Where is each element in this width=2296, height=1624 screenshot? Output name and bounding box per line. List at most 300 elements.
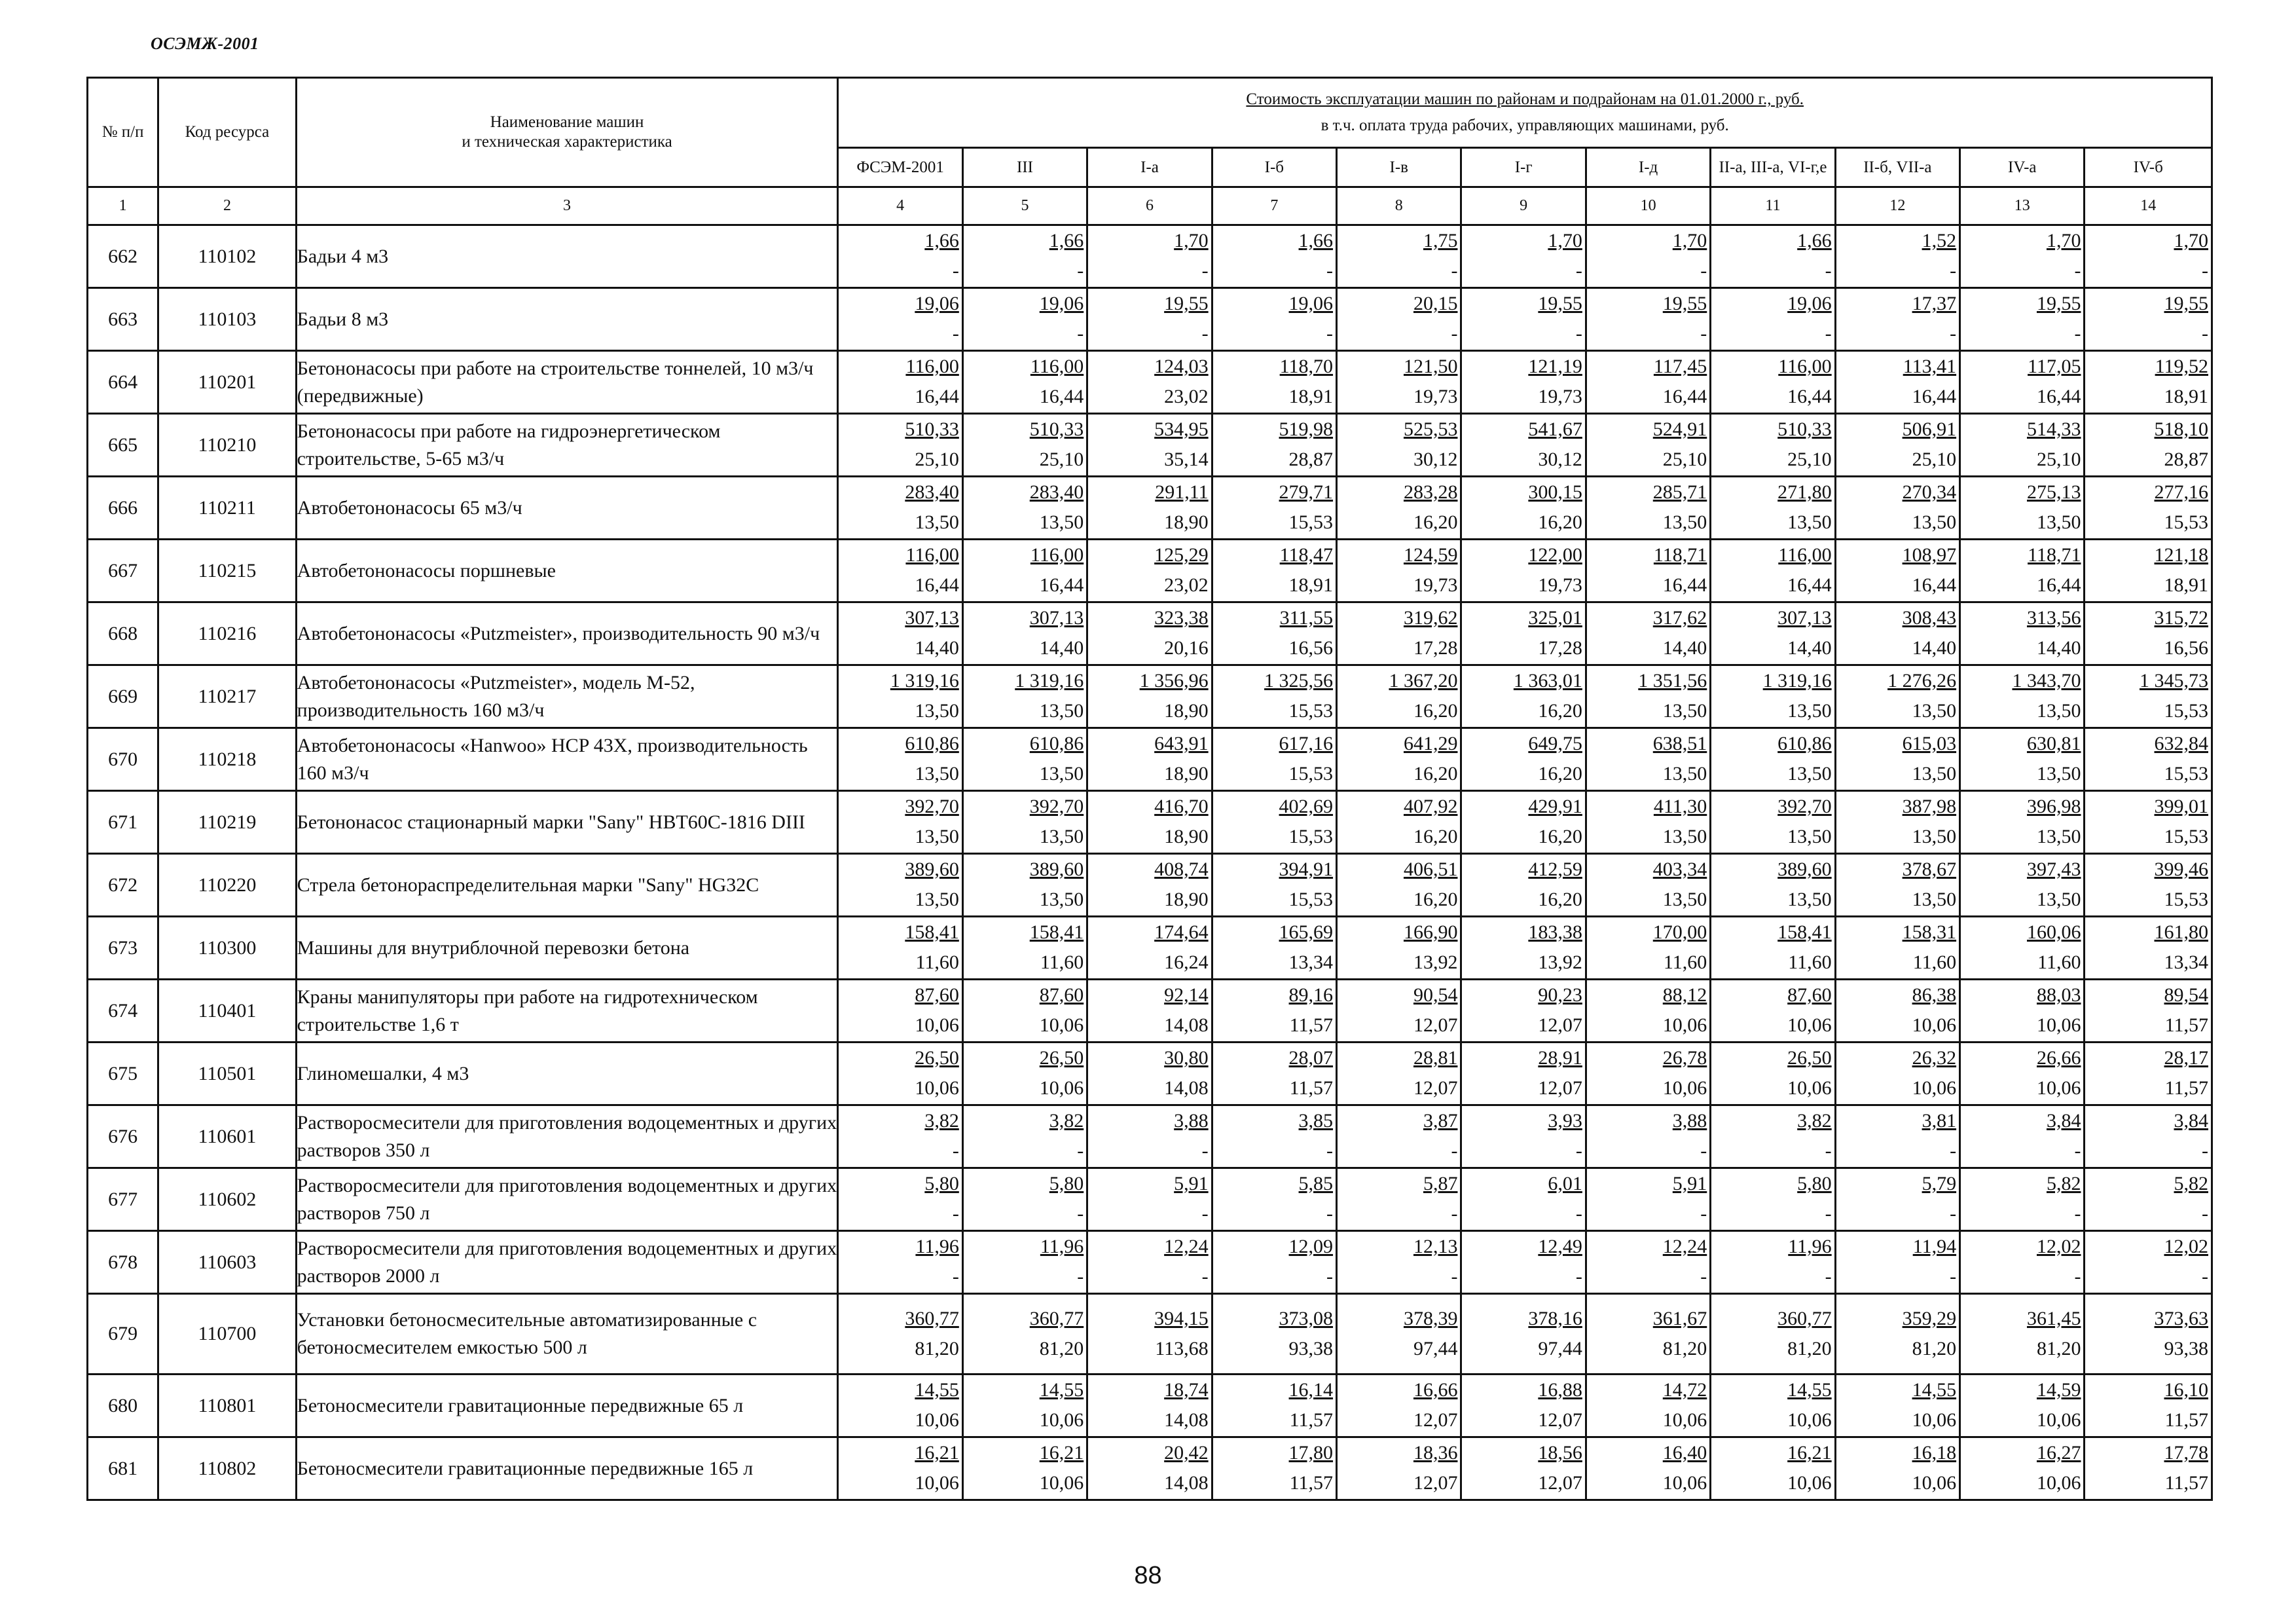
operating-cost-value: 92,14 xyxy=(1164,984,1209,1006)
cost-cell xyxy=(1337,665,1461,728)
operating-cost-value: 307,13 xyxy=(1777,607,1832,629)
operating-cost-value: 16,18 xyxy=(1912,1442,1957,1464)
cost-cell xyxy=(1461,288,1586,351)
cost-cell xyxy=(1087,1375,1212,1437)
cost-cell xyxy=(1711,540,1835,602)
operating-cost-value: 5,91 xyxy=(1672,1173,1707,1194)
labor-cost-value: 13,50 xyxy=(1662,889,1707,910)
cost-cell xyxy=(1087,1105,1212,1168)
operating-cost-value: 1 345,73 xyxy=(2140,670,2208,692)
row-number: 677 xyxy=(88,1168,158,1231)
operating-cost-value: 360,77 xyxy=(1029,1308,1084,1329)
labor-cost-value: 15,53 xyxy=(2164,763,2208,784)
operating-cost-value: 392,70 xyxy=(1777,796,1832,817)
cost-cell xyxy=(1337,1294,1461,1375)
cost-cell xyxy=(1711,1375,1835,1437)
operating-cost-value: 125,29 xyxy=(1154,544,1209,566)
operating-cost-value: 26,50 xyxy=(1787,1047,1832,1069)
resource-code: 110801 xyxy=(158,1375,296,1437)
cost-cell xyxy=(1212,477,1336,540)
labor-cost-value: 10,06 xyxy=(2036,1014,2081,1036)
table-row xyxy=(88,288,2212,351)
operating-cost-value: 118,47 xyxy=(1279,544,1334,566)
cost-cell xyxy=(1711,288,1835,351)
labor-cost-value: 18,91 xyxy=(2164,386,2208,407)
operating-cost-value: 3,84 xyxy=(2174,1110,2208,1132)
labor-cost-value: 13,50 xyxy=(1662,511,1707,533)
operating-cost-value: 394,15 xyxy=(1154,1308,1209,1329)
operating-cost-value: 373,63 xyxy=(2154,1308,2208,1329)
cost-cell xyxy=(1960,1105,2085,1168)
cost-cell xyxy=(1212,1168,1336,1231)
table-row xyxy=(88,917,2212,980)
labor-cost-value: 30,12 xyxy=(1413,449,1458,470)
cost-cell xyxy=(1212,1043,1336,1105)
cost-cell xyxy=(1711,791,1835,854)
labor-cost-value: 16,24 xyxy=(1164,951,1209,973)
operating-cost-value: 5,80 xyxy=(1049,1173,1084,1194)
region-header: III xyxy=(962,148,1087,187)
operating-cost-value: 14,55 xyxy=(1039,1379,1084,1401)
cost-cell xyxy=(1212,1375,1336,1437)
column-number: 9 xyxy=(1461,187,1586,225)
operating-cost-value: 617,16 xyxy=(1279,733,1334,754)
table-row xyxy=(88,225,2212,288)
labor-cost-value: 25,10 xyxy=(1662,449,1707,470)
labor-cost-value: 13,50 xyxy=(1039,826,1084,847)
row-number: 668 xyxy=(88,602,158,665)
operating-cost-value: 26,66 xyxy=(2036,1047,2081,1069)
operating-cost-value: 26,50 xyxy=(915,1047,959,1069)
cost-cell xyxy=(1337,1043,1461,1105)
labor-cost-value: 13,50 xyxy=(2036,700,2081,722)
labor-cost-value: 10,06 xyxy=(915,1077,959,1099)
labor-cost-value: - xyxy=(1077,323,1084,344)
operating-cost-value: 16,27 xyxy=(2036,1442,2081,1464)
resource-code: 110217 xyxy=(158,665,296,728)
labor-cost-value: 12,07 xyxy=(1538,1409,1582,1431)
cost-cell xyxy=(838,1105,962,1168)
labor-cost-value: 17,28 xyxy=(1538,637,1582,659)
labor-cost-value: 16,20 xyxy=(1413,889,1458,910)
operating-cost-value: 270,34 xyxy=(1902,481,1957,503)
labor-cost-value: - xyxy=(952,1266,959,1287)
cost-cell xyxy=(1960,1294,2085,1375)
operating-cost-value: 3,82 xyxy=(1049,1110,1084,1132)
labor-cost-value: - xyxy=(1700,1203,1707,1225)
labor-cost-value: 15,53 xyxy=(1288,889,1334,910)
operating-cost-value: 1,66 xyxy=(1049,230,1084,251)
labor-cost-value: 11,57 xyxy=(2164,1472,2208,1494)
labor-cost-value: 15,53 xyxy=(1288,826,1334,847)
cost-cell xyxy=(838,602,962,665)
operating-cost-value: 119,52 xyxy=(2155,356,2208,377)
cost-cell xyxy=(1212,414,1336,477)
operating-cost-value: 275,13 xyxy=(2026,481,2081,503)
operating-cost-value: 14,55 xyxy=(1787,1379,1832,1401)
labor-cost-value: 10,06 xyxy=(1787,1409,1832,1431)
labor-cost-value: 20,16 xyxy=(1164,637,1209,659)
cost-cell xyxy=(962,1043,1087,1105)
operating-cost-value: 12,24 xyxy=(1164,1236,1209,1257)
cost-cell xyxy=(1337,1437,1461,1500)
labor-cost-value: 10,06 xyxy=(2036,1472,2081,1494)
labor-cost-value: - xyxy=(1700,260,1707,282)
labor-cost-value: 12,07 xyxy=(1413,1472,1458,1494)
operating-cost-value: 3,93 xyxy=(1548,1110,1582,1132)
labor-cost-value: 14,40 xyxy=(1662,637,1707,659)
cost-cell xyxy=(1586,665,1710,728)
operating-cost-value: 283,40 xyxy=(1029,481,1084,503)
cost-cell xyxy=(1337,917,1461,980)
operating-cost-value: 615,03 xyxy=(1902,733,1957,754)
cost-cell xyxy=(1337,351,1461,414)
labor-cost-value: 13,92 xyxy=(1413,951,1458,973)
cost-cell xyxy=(2085,980,2212,1043)
labor-cost-value: 10,06 xyxy=(1662,1409,1707,1431)
operating-cost-value: 170,00 xyxy=(1652,921,1707,943)
operating-cost-value: 396,98 xyxy=(2026,796,2081,817)
resource-code: 110216 xyxy=(158,602,296,665)
operating-cost-value: 3,85 xyxy=(1298,1110,1334,1132)
labor-cost-value: 10,06 xyxy=(2036,1409,2081,1431)
labor-cost-value: 14,40 xyxy=(1039,637,1084,659)
labor-cost-value: 25,10 xyxy=(1787,449,1832,470)
header-code: Код ресурса xyxy=(158,78,296,187)
cost-cell xyxy=(1461,917,1586,980)
cost-cell xyxy=(1461,1168,1586,1231)
operating-cost-value: 399,46 xyxy=(2154,858,2208,880)
region-header: I-б xyxy=(1212,148,1336,187)
operating-cost-value: 416,70 xyxy=(1154,796,1209,817)
cost-cell xyxy=(1586,540,1710,602)
operating-cost-value: 28,81 xyxy=(1413,1047,1458,1069)
operating-cost-value: 285,71 xyxy=(1652,481,1707,503)
cost-cell xyxy=(2085,225,2212,288)
labor-cost-value: 19,73 xyxy=(1538,574,1582,596)
operating-cost-value: 3,81 xyxy=(1922,1110,1957,1132)
operating-cost-value: 116,00 xyxy=(1778,544,1832,566)
cost-cell xyxy=(2085,602,2212,665)
cost-cell xyxy=(962,1105,1087,1168)
operating-cost-value: 610,86 xyxy=(905,733,959,754)
operating-cost-value: 361,67 xyxy=(1652,1308,1707,1329)
labor-cost-value: 10,06 xyxy=(915,1014,959,1036)
operating-cost-value: 323,38 xyxy=(1154,607,1209,629)
labor-cost-value: 97,44 xyxy=(1538,1338,1582,1359)
labor-cost-value: 10,06 xyxy=(1912,1409,1957,1431)
labor-cost-value: 35,14 xyxy=(1164,449,1209,470)
operating-cost-value: 325,01 xyxy=(1528,607,1582,629)
table-row xyxy=(88,665,2212,728)
cost-cell xyxy=(838,1168,962,1231)
cost-cell xyxy=(1212,351,1336,414)
operating-cost-value: 16,40 xyxy=(1662,1442,1707,1464)
machine-name: Автобетононасосы «Putzmeister», производительность 90 м3/ч xyxy=(296,602,838,665)
cost-cell xyxy=(1711,1231,1835,1294)
labor-cost-value: 13,50 xyxy=(915,700,959,722)
labor-cost-value: 11,57 xyxy=(1289,1014,1334,1036)
cost-cell xyxy=(1212,1294,1336,1375)
labor-cost-value: 16,20 xyxy=(1413,763,1458,784)
cost-cell xyxy=(1586,980,1710,1043)
operating-cost-value: 89,16 xyxy=(1288,984,1334,1006)
operating-cost-value: 300,15 xyxy=(1528,481,1582,503)
cost-cell xyxy=(1835,917,1959,980)
labor-cost-value: - xyxy=(1451,323,1458,344)
page-number: 88 xyxy=(1134,1562,1162,1589)
labor-cost-value: 10,06 xyxy=(1912,1472,1957,1494)
resource-code: 110215 xyxy=(158,540,296,602)
cost-cell xyxy=(1212,980,1336,1043)
operating-cost-value: 361,45 xyxy=(2026,1308,2081,1329)
row-number: 662 xyxy=(88,225,158,288)
row-number: 673 xyxy=(88,917,158,980)
labor-cost-value: 16,20 xyxy=(1538,511,1582,533)
labor-cost-value: 13,50 xyxy=(915,826,959,847)
cost-cell xyxy=(1087,917,1212,980)
cost-cell xyxy=(1835,1105,1959,1168)
operating-cost-value: 87,60 xyxy=(1787,984,1832,1006)
cost-cell xyxy=(1960,414,2085,477)
operating-cost-value: 5,82 xyxy=(2174,1173,2208,1194)
cost-cell xyxy=(2085,351,2212,414)
operating-cost-value: 26,78 xyxy=(1662,1047,1707,1069)
labor-cost-value: 28,87 xyxy=(1288,449,1334,470)
cost-cell xyxy=(2085,1043,2212,1105)
machine-name: Бадьи 4 м3 xyxy=(296,225,838,288)
cost-cell xyxy=(1586,477,1710,540)
cost-cell xyxy=(1711,225,1835,288)
labor-cost-value: 19,73 xyxy=(1538,386,1582,407)
labor-cost-value: 11,60 xyxy=(1040,951,1084,973)
cost-cell xyxy=(838,1437,962,1500)
labor-cost-value: 11,57 xyxy=(1289,1472,1334,1494)
operating-cost-value: 3,88 xyxy=(1672,1110,1707,1132)
labor-cost-value: 81,20 xyxy=(1787,1338,1832,1359)
operating-cost-value: 308,43 xyxy=(1902,607,1957,629)
labor-cost-value: - xyxy=(1201,1266,1209,1287)
operating-cost-value: 90,54 xyxy=(1413,984,1458,1006)
labor-cost-value: 23,02 xyxy=(1164,386,1209,407)
cost-cell xyxy=(1586,288,1710,351)
table-row xyxy=(88,351,2212,414)
labor-cost-value: - xyxy=(1201,260,1209,282)
table-row xyxy=(88,602,2212,665)
operating-cost-value: 86,38 xyxy=(1912,984,1957,1006)
operating-cost-value: 26,50 xyxy=(1039,1047,1084,1069)
machine-name: Бетоносмесители гравитационные передвижные 65 л xyxy=(296,1375,838,1437)
region-header: II-а, III-а, VI-г,е xyxy=(1711,148,1835,187)
resource-code: 110700 xyxy=(158,1294,296,1375)
labor-cost-value: - xyxy=(2074,1266,2081,1287)
operating-cost-value: 108,97 xyxy=(1902,544,1957,566)
labor-cost-value: 16,44 xyxy=(1039,574,1084,596)
operating-cost-value: 373,08 xyxy=(1279,1308,1334,1329)
labor-cost-value: 13,50 xyxy=(1662,700,1707,722)
labor-cost-value: 16,20 xyxy=(1413,511,1458,533)
row-number: 663 xyxy=(88,288,158,351)
cost-cell xyxy=(1087,1168,1212,1231)
header-name-line2: и техническая характеристика xyxy=(462,133,672,151)
labor-cost-value: 14,08 xyxy=(1164,1409,1209,1431)
row-number: 679 xyxy=(88,1294,158,1375)
labor-cost-value: 13,50 xyxy=(2036,511,2081,533)
labor-cost-value: - xyxy=(2074,1140,2081,1162)
cost-cell xyxy=(1212,728,1336,791)
labor-cost-value: 18,90 xyxy=(1164,511,1209,533)
cost-cell xyxy=(1711,980,1835,1043)
labor-cost-value: 93,38 xyxy=(2164,1338,2208,1359)
cost-cell xyxy=(1461,1375,1586,1437)
operating-cost-value: 87,60 xyxy=(915,984,959,1006)
cost-cell xyxy=(1586,917,1710,980)
cost-cell xyxy=(1835,288,1959,351)
cost-cell xyxy=(1960,1437,2085,1500)
row-number: 665 xyxy=(88,414,158,477)
table-row xyxy=(88,728,2212,791)
document-code: ОСЭМЖ-2001 xyxy=(151,34,259,53)
operating-cost-value: 30,80 xyxy=(1164,1047,1209,1069)
cost-cell xyxy=(962,540,1087,602)
labor-cost-value: 10,06 xyxy=(1039,1077,1084,1099)
operating-cost-value: 514,33 xyxy=(2026,418,2081,440)
labor-cost-value: - xyxy=(1825,323,1832,344)
operating-cost-value: 610,86 xyxy=(1777,733,1832,754)
operating-cost-value: 402,69 xyxy=(1279,796,1334,817)
operating-cost-value: 16,21 xyxy=(1787,1442,1832,1464)
operating-cost-value: 5,87 xyxy=(1423,1173,1458,1194)
labor-cost-value: 93,38 xyxy=(1288,1338,1334,1359)
labor-cost-value: 15,53 xyxy=(2164,511,2208,533)
labor-cost-value: - xyxy=(1575,260,1582,282)
labor-cost-value: 12,07 xyxy=(1538,1077,1582,1099)
labor-cost-value: 12,07 xyxy=(1538,1472,1582,1494)
machine-cost-table xyxy=(86,77,2213,1501)
cost-cell xyxy=(1835,602,1959,665)
operating-cost-value: 392,70 xyxy=(905,796,959,817)
cost-cell xyxy=(1212,288,1336,351)
operating-cost-value: 5,80 xyxy=(924,1173,959,1194)
column-number: 6 xyxy=(1087,187,1212,225)
labor-cost-value: - xyxy=(1950,323,1957,344)
labor-cost-value: - xyxy=(952,323,959,344)
labor-cost-value: 16,44 xyxy=(1912,386,1957,407)
cost-cell xyxy=(1586,225,1710,288)
labor-cost-value: 16,44 xyxy=(2036,386,2081,407)
operating-cost-value: 271,80 xyxy=(1777,481,1832,503)
operating-cost-value: 429,91 xyxy=(1528,796,1582,817)
cost-cell xyxy=(1461,728,1586,791)
labor-cost-value: 13,50 xyxy=(1787,763,1832,784)
machine-name: Автобетононасосы «Hanwoo» HCP 43X, производительность 160 м3/ч xyxy=(296,728,838,791)
operating-cost-value: 19,55 xyxy=(2036,293,2081,314)
operating-cost-value: 87,60 xyxy=(1039,984,1084,1006)
operating-cost-value: 389,60 xyxy=(1777,858,1832,880)
cost-cell xyxy=(1212,1105,1336,1168)
cost-cell xyxy=(1586,1105,1710,1168)
operating-cost-value: 307,13 xyxy=(905,607,959,629)
operating-cost-value: 1,70 xyxy=(1174,230,1209,251)
operating-cost-value: 279,71 xyxy=(1279,481,1334,503)
labor-cost-value: - xyxy=(952,260,959,282)
labor-cost-value: 10,06 xyxy=(915,1409,959,1431)
cost-cell xyxy=(1586,1043,1710,1105)
cost-cell xyxy=(962,1437,1087,1500)
row-number: 674 xyxy=(88,980,158,1043)
cost-cell xyxy=(1461,854,1586,917)
labor-cost-value: 12,07 xyxy=(1538,1014,1582,1036)
operating-cost-value: 632,84 xyxy=(2154,733,2208,754)
labor-cost-value: 13,50 xyxy=(1787,826,1832,847)
operating-cost-value: 158,31 xyxy=(1902,921,1957,943)
operating-cost-value: 165,69 xyxy=(1279,921,1334,943)
labor-cost-value: 28,87 xyxy=(2164,449,2208,470)
labor-cost-value: 13,50 xyxy=(1912,826,1957,847)
cost-cell xyxy=(1212,917,1336,980)
operating-cost-value: 18,36 xyxy=(1413,1442,1458,1464)
table-row xyxy=(88,1294,2212,1375)
labor-cost-value: 13,50 xyxy=(915,763,959,784)
cost-cell xyxy=(962,477,1087,540)
operating-cost-value: 378,67 xyxy=(1902,858,1957,880)
labor-cost-value: 13,50 xyxy=(1912,700,1957,722)
machine-name: Автобетононасосы «Putzmeister», модель М-52, производительность 160 м3/ч xyxy=(296,665,838,728)
cost-cell xyxy=(1461,414,1586,477)
cost-cell xyxy=(1835,477,1959,540)
cost-cell xyxy=(838,477,962,540)
labor-cost-value: - xyxy=(1950,260,1957,282)
operating-cost-value: 519,98 xyxy=(1279,418,1334,440)
cost-cell xyxy=(1586,1294,1710,1375)
cost-cell xyxy=(838,288,962,351)
operating-cost-value: 19,55 xyxy=(1662,293,1707,314)
cost-cell xyxy=(1586,1168,1710,1231)
labor-cost-value: 13,50 xyxy=(1039,763,1084,784)
operating-cost-value: 117,45 xyxy=(1653,356,1707,377)
machine-name: Установки бетоносмесительные автоматизированные с бетоносмесителем емкостью 500 л xyxy=(296,1294,838,1375)
labor-cost-value: 13,50 xyxy=(915,889,959,910)
labor-cost-value: - xyxy=(1451,260,1458,282)
labor-cost-value: 10,06 xyxy=(1787,1472,1832,1494)
labor-cost-value: - xyxy=(1326,1203,1334,1225)
resource-code: 110602 xyxy=(158,1168,296,1231)
cost-cell xyxy=(1711,602,1835,665)
labor-cost-value: 13,50 xyxy=(1787,511,1832,533)
operating-cost-value: 525,53 xyxy=(1403,418,1458,440)
resource-code: 110802 xyxy=(158,1437,296,1500)
operating-cost-value: 12,02 xyxy=(2036,1236,2081,1257)
cost-cell xyxy=(1586,351,1710,414)
region-header: IV-б xyxy=(2085,148,2212,187)
column-number: 14 xyxy=(2085,187,2212,225)
cost-cell xyxy=(1835,1231,1959,1294)
cost-cell xyxy=(1960,917,2085,980)
cost-cell xyxy=(1960,728,2085,791)
operating-cost-value: 11,96 xyxy=(1788,1236,1832,1257)
operating-cost-value: 20,42 xyxy=(1164,1442,1209,1464)
cost-cell xyxy=(1835,1294,1959,1375)
row-number: 676 xyxy=(88,1105,158,1168)
operating-cost-value: 407,92 xyxy=(1403,796,1458,817)
operating-cost-value: 315,72 xyxy=(2154,607,2208,629)
labor-cost-value: - xyxy=(2202,1266,2208,1287)
cost-cell xyxy=(1087,791,1212,854)
labor-cost-value: - xyxy=(1825,1266,1832,1287)
labor-cost-value: 10,06 xyxy=(1662,1472,1707,1494)
cost-cell xyxy=(1711,1294,1835,1375)
labor-cost-value: - xyxy=(1077,260,1084,282)
